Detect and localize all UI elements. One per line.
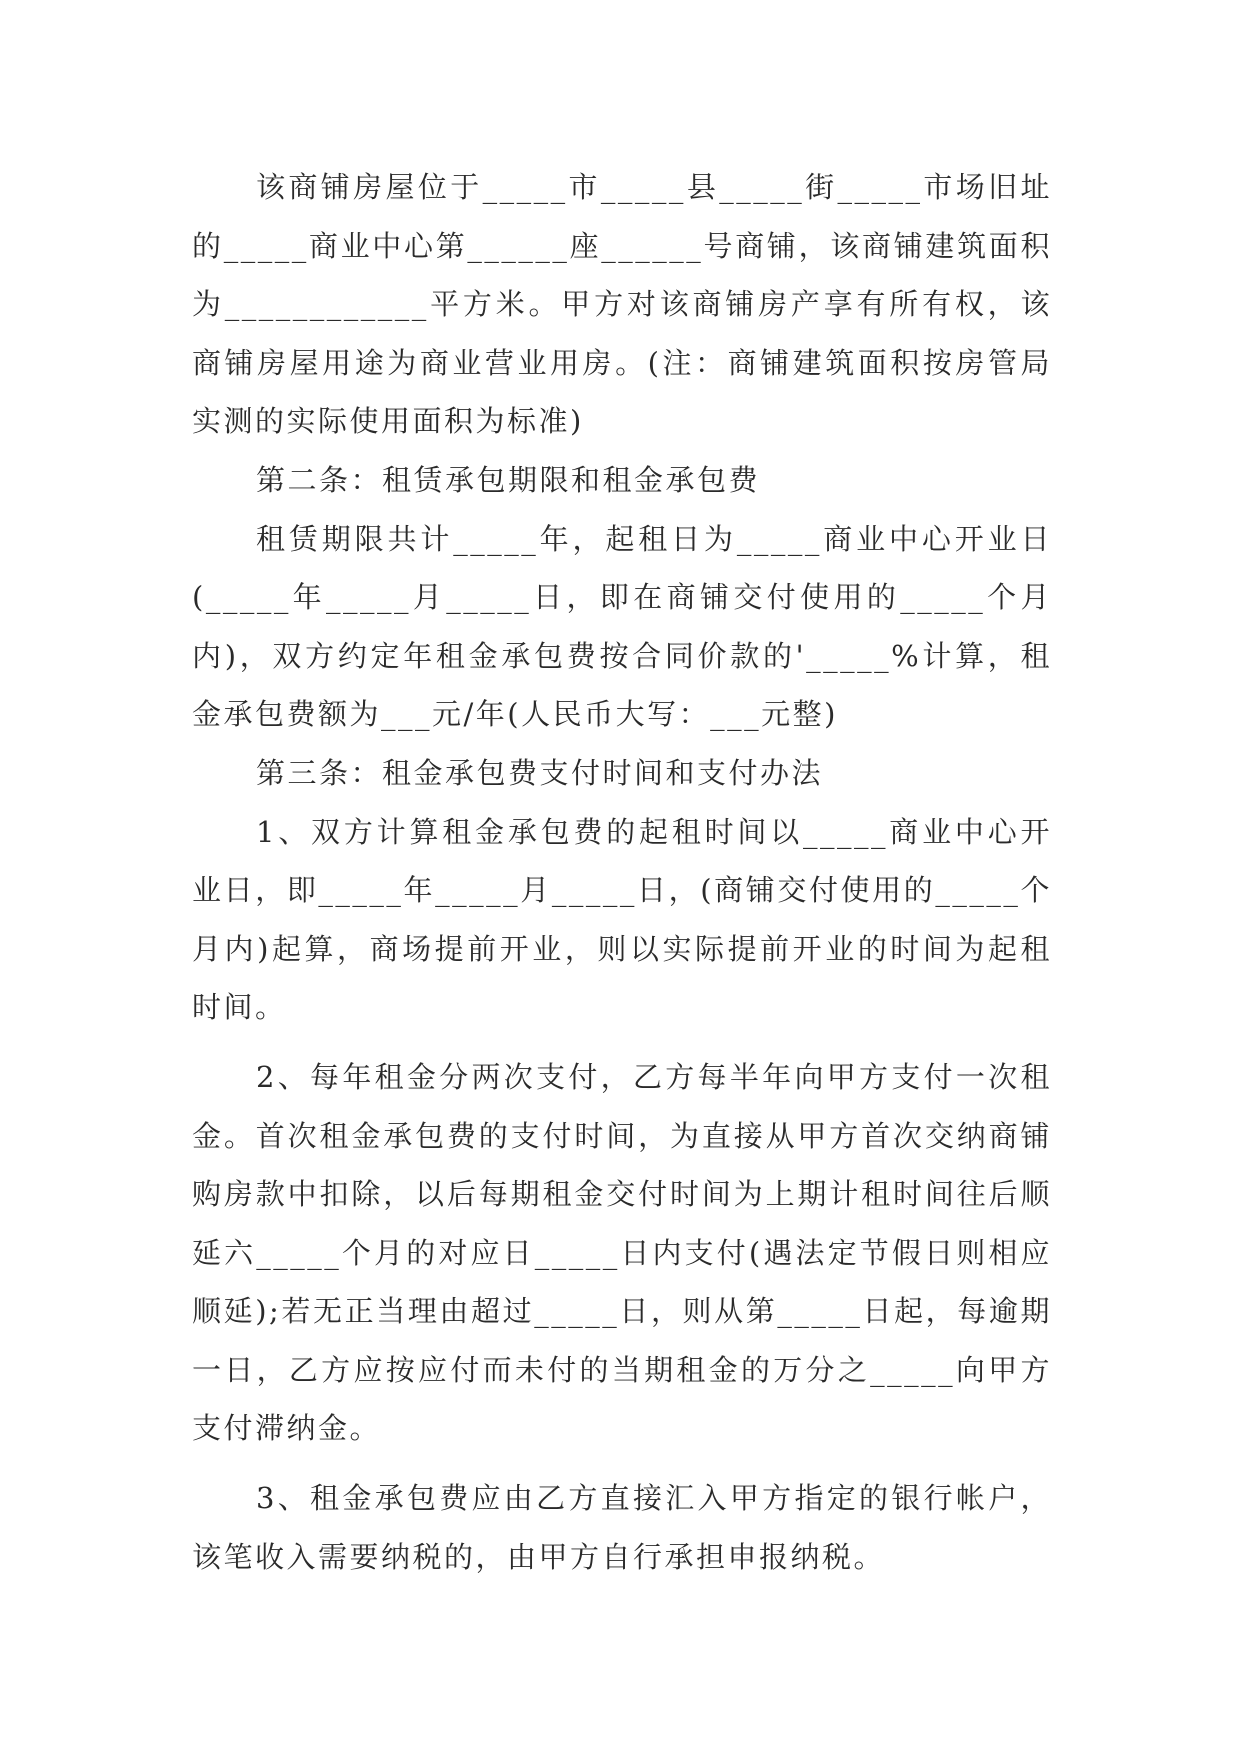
heading-article-2: 第二条：租赁承包期限和租金承包费: [256, 462, 761, 497]
heading-article-3: 第三条：租金承包费支付时间和支付办法: [256, 755, 824, 790]
paragraph-clause-3: 3、租金承包费应由乙方直接汇入甲方指定的银行帐户，该笔收入需要纳税的，由甲方自行承担申报纳税。: [192, 1481, 1052, 1574]
paragraph-property-location: 该商铺房屋位于_____市_____县_____街_____市场旧址的_____商业中心第______座______号商铺，该商铺建筑面积为____________平方米。甲方对该商铺房产享有所有权，该商铺房屋用途为商业营业用房。(注：商铺建筑面积按房管局实测的实际使用面积为标准): [192, 170, 1052, 439]
document-body: [192, 158, 1052, 1586]
paragraph-clause-1: 1、双方计算租金承包费的起租时间以_____商业中心开业日，即_____年_____月_____日，(商铺交付使用的_____个月内)起算，商场提前开业，则以实际提前开业的时间为起租时间。: [192, 814, 1052, 1025]
paragraph-clause-2: 2、每年租金分两次支付，乙方每半年向甲方支付一次租金。首次租金承包费的支付时间，为直接从甲方首次交纳商铺购房款中扣除，以后每期租金交付时间为上期计租时间往后顺延六_____个月的对应日_____日内支付(遇法定节假日则相应顺延);若无正当理由超过_____日，则从第_____日起，每逾期一日，乙方应按应付而未付的当期租金的万分之_____向甲方支付滞纳金。: [192, 1059, 1052, 1446]
paragraph-lease-term: 租赁期限共计_____年，起租日为_____商业中心开业日(_____年_____月_____日，即在商铺交付使用的_____个月内)，双方约定年租金承包费按合同价款的'_____%计算，租金承包费额为___元/年(人民币大写：___元整): [192, 521, 1052, 732]
